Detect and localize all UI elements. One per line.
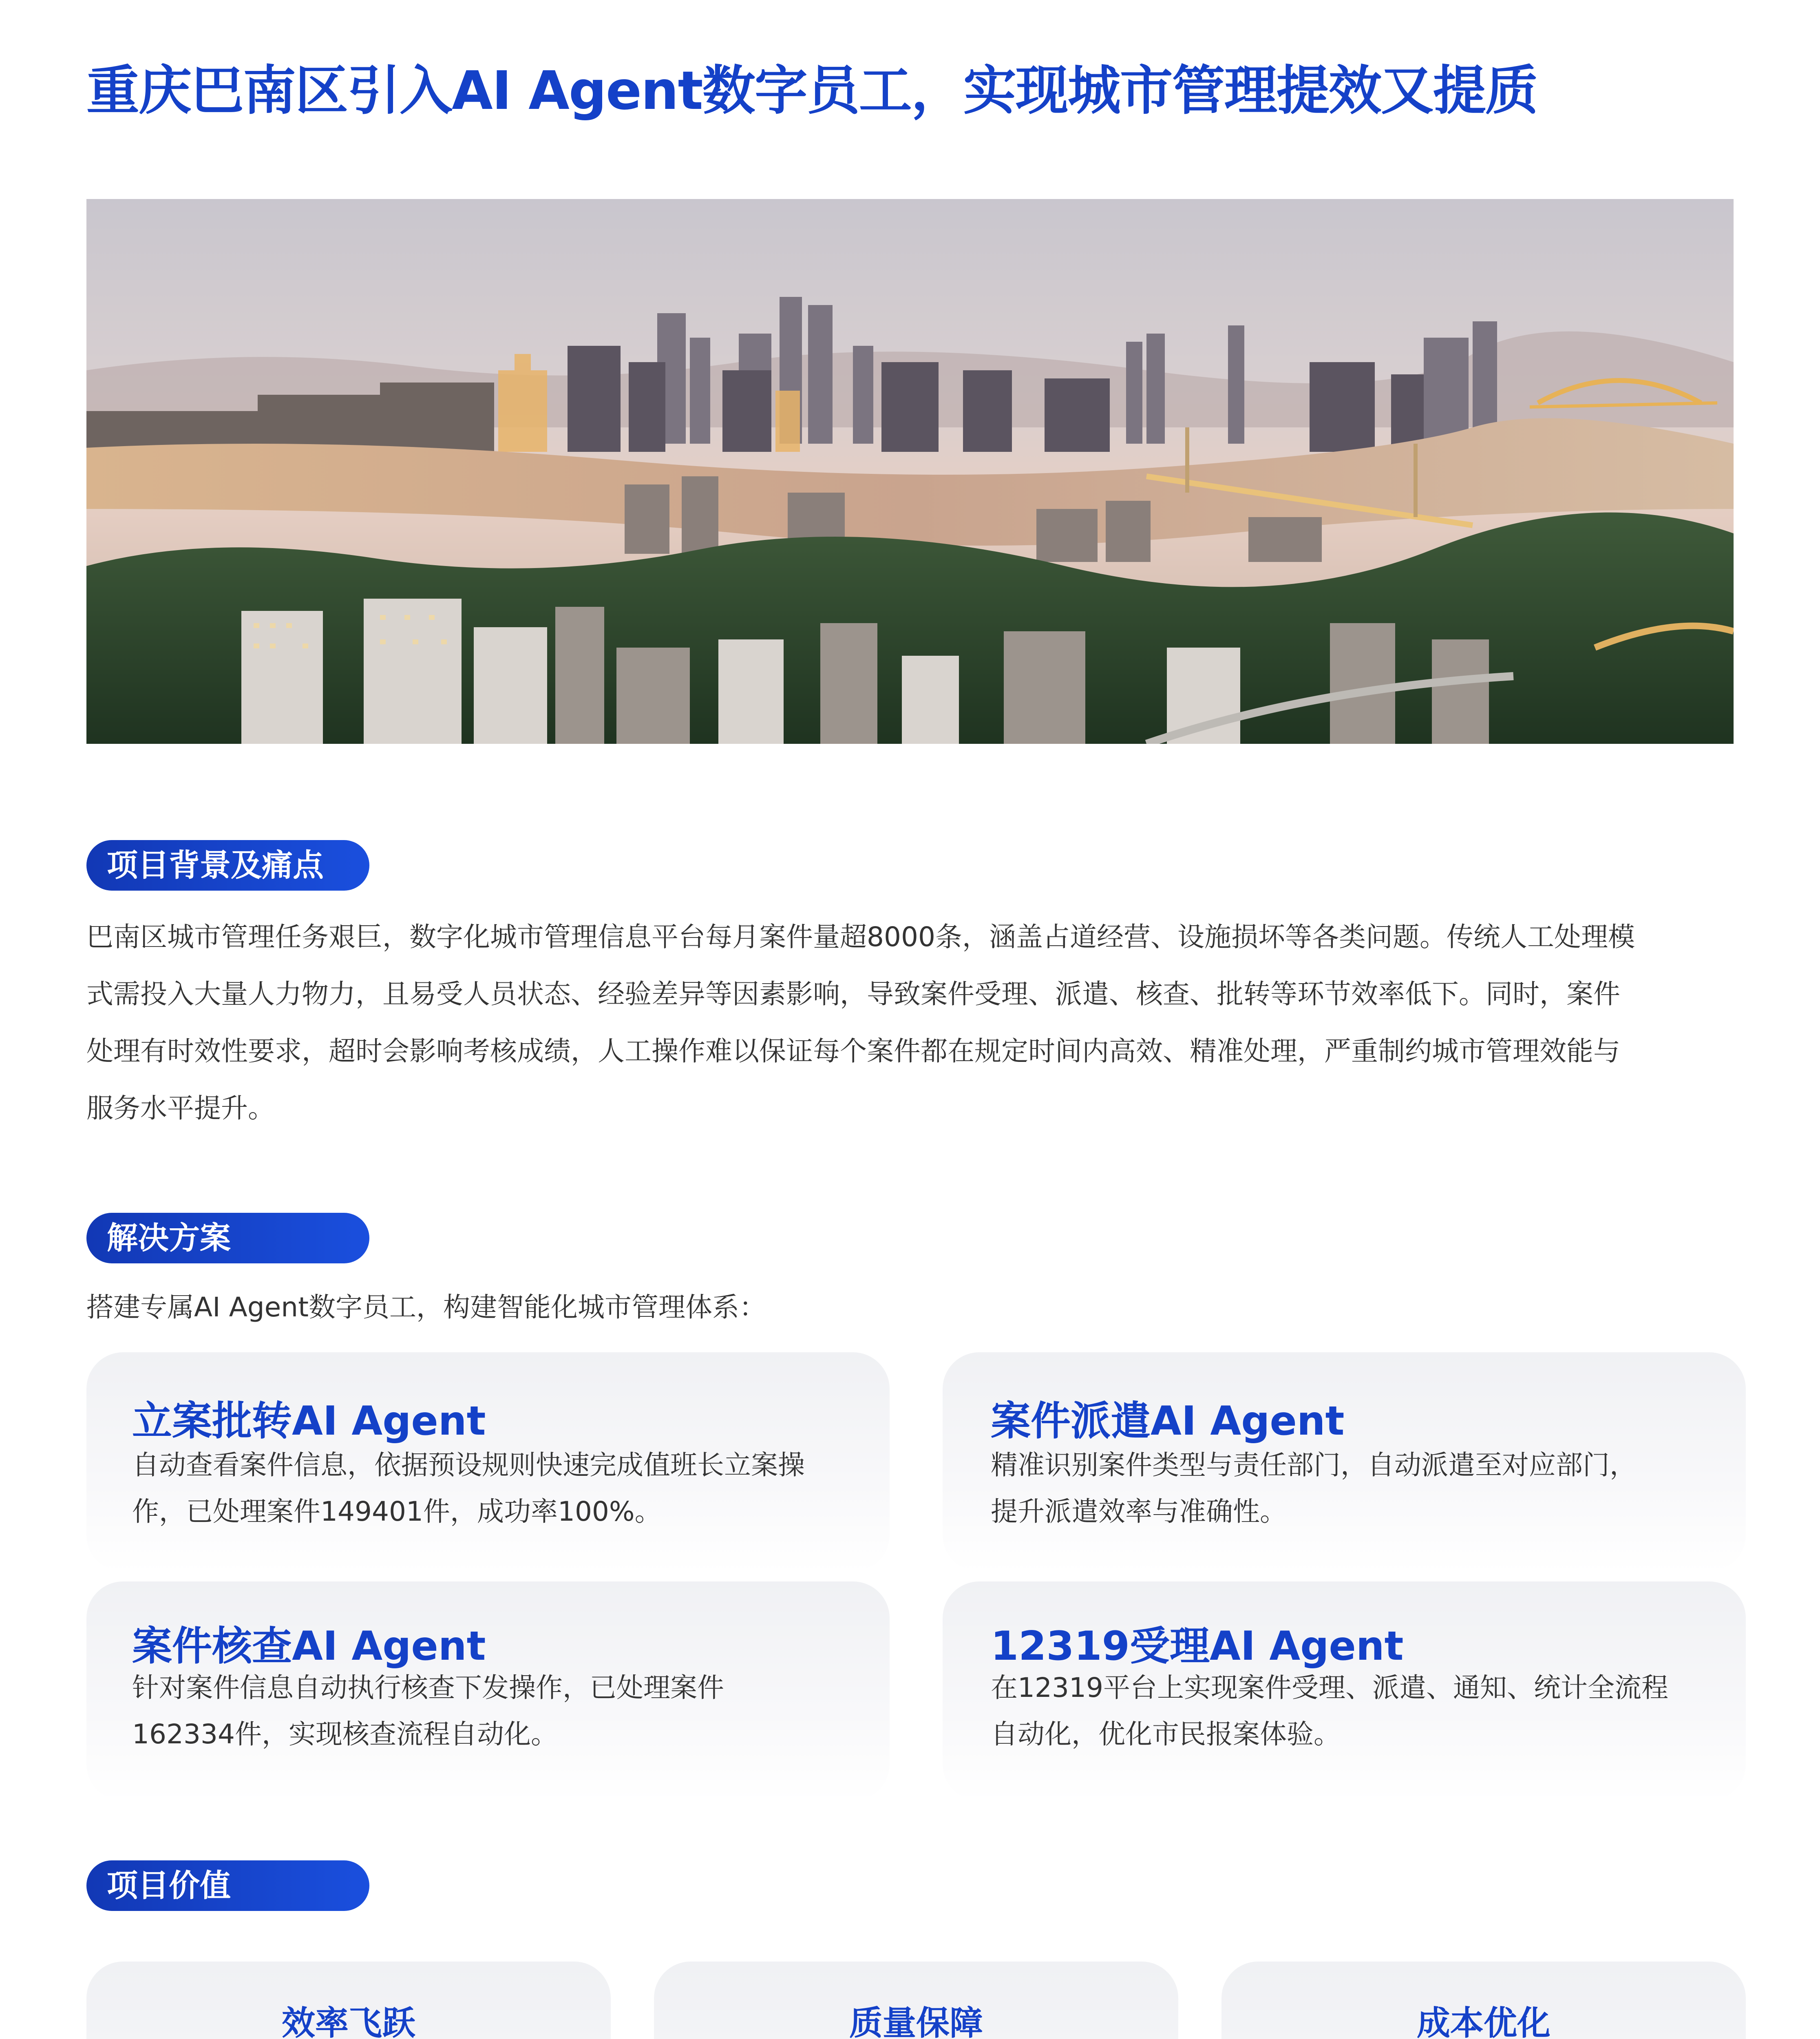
hero-city-image: [86, 199, 1734, 744]
background-paragraph: [86, 909, 1734, 1137]
card-line: 自动化，优化市民报案体验。: [991, 1718, 1341, 1750]
value-card-title: 效率飞跃: [281, 2004, 415, 2039]
solution-card-1: [86, 1352, 890, 1572]
solution-card-title: 案件派遣AI Agent: [991, 1398, 1345, 1444]
solution-card-4: [943, 1581, 1746, 1801]
value-card-1: [86, 1962, 611, 2039]
background-line: 处理有时效性要求，超时会影响考核成绩，人工操作难以保证每个案件都在规定时间内高效、精准处理，严重制约城市管理效能与: [86, 1035, 1620, 1067]
section-label-solution: 解决方案: [86, 1213, 369, 1263]
value-card-3: [1221, 1962, 1746, 2039]
solution-card-text: [991, 1442, 1725, 1535]
value-card-title: 成本优化: [1416, 2004, 1551, 2039]
background-line: 巴南区城市管理任务艰巨，数字化城市管理信息平台每月案件量超8000条，涵盖占道经营、设施损坏等各类问题。传统人工处理模: [86, 921, 1635, 953]
card-line: 作，已处理案件149401件，成功率100%。: [132, 1496, 662, 1527]
card-line: 提升派遣效率与准确性。: [991, 1496, 1287, 1527]
solution-card-2: [943, 1352, 1746, 1572]
solution-card-text: [991, 1665, 1725, 1758]
value-card-title: 质量保障: [849, 2004, 983, 2039]
solution-card-text: [132, 1665, 866, 1758]
section-label-background: 项目背景及痛点: [86, 840, 369, 891]
background-line: 服务水平提升。: [86, 1092, 275, 1124]
value-card-2: [654, 1962, 1178, 2039]
background-line: 式需投入大量人力物力，且易受人员状态、经验差异等因素影响，导致案件受理、派遣、核查、批转等环节效率低下。同时，案件: [86, 978, 1620, 1010]
card-line: 162334件，实现核查流程自动化。: [132, 1718, 558, 1750]
solution-card-text: [132, 1442, 866, 1535]
solution-card-title: 12319受理AI Agent: [991, 1623, 1404, 1670]
page-title: 重庆巴南区引入AI Agent数字员工，实现城市管理提效又提质: [86, 60, 1537, 122]
solution-card-title: 立案批转AI Agent: [132, 1398, 486, 1444]
card-line: 在12319平台上实现案件受理、派遣、通知、统计全流程: [991, 1672, 1668, 1703]
card-line: 精准识别案件类型与责任部门，自动派遣至对应部门，: [991, 1449, 1637, 1481]
card-line: 针对案件信息自动执行核查下发操作，已处理案件: [132, 1672, 724, 1703]
card-line: 自动查看案件信息，依据预设规则快速完成值班长立案操: [132, 1449, 805, 1481]
solution-intro: 搭建专属AI Agent数字员工，构建智能化城市管理体系：: [86, 1292, 766, 1323]
section-label-value: 项目价值: [86, 1860, 369, 1911]
solution-card-3: [86, 1581, 890, 1801]
solution-card-title: 案件核查AI Agent: [132, 1623, 486, 1670]
